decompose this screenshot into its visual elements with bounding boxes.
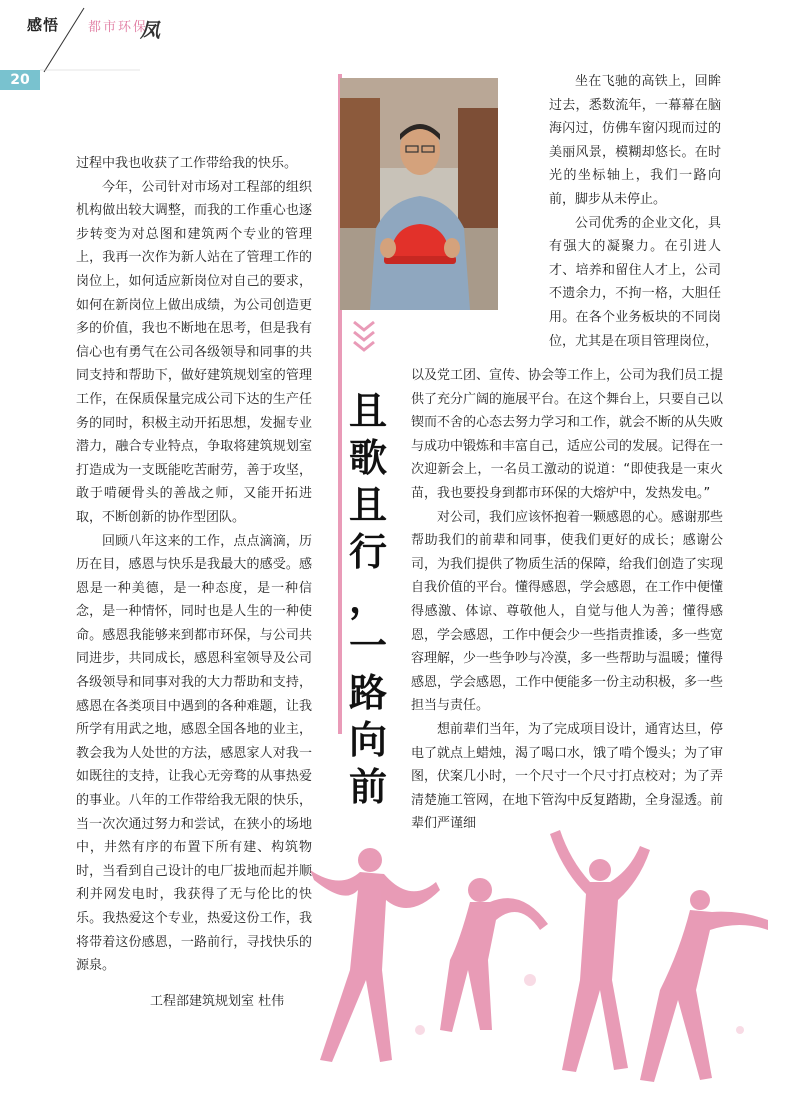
paragraph: 想前辈们当年，为了完成项目设计，通宵达旦，停电了就点上蜡烛，渴了喝口水，饿了啃个馒头；为了审图，伏案几小时，一个尺寸一个尺寸打点校对；为了弄清楚施工管网，在地下管沟中反复踏勘，全身湿透。前辈们严谨细 — [411, 721, 724, 832]
title-char: 前 — [348, 765, 387, 809]
title-char: 一 — [348, 624, 387, 668]
magazine-logo-script: 凤 — [140, 18, 160, 42]
paragraph: 以及党工团、宣传、协会等工作上，公司为我们员工提供了充分广阔的施展平台。在这个舞台上，只要自己以锲而不舍的心态去努力学习和工作，就会不断的从失败与成功中锻炼和丰富自己，适应公司的发展。记得在一次迎新会上，一名员工激动的说道：“即使我是一束火苗，我也要投身到都市环保的大熔炉中，发热发电。” — [411, 368, 724, 501]
paragraph: 今年，公司针对市场对工程部的组织机构做出较大调整，而我的工作重心也逐步转变为对总图和建筑两个专业的管理上，我再一次作为新人站在了管理工作的岗位上，如何适应新岗位对自己的要求，如何在新岗位上做出成绩，为公司创造更多的价值，我也不断地在思考，但是我有信心也有勇气在公司各级领导和同事的共同支持和帮助下，做好建筑规划室的管理工作，在保质保量完成公司下达的生产任务的同时，积极主动开拓思想，发掘专业潜力，融合专业特点，争取将建筑规划室打造成为一支既能吃苦耐劳，善于攻坚，敢于啃硬骨头的善战之师，又能开拓进取，不断创新的协作型团队。 — [76, 179, 312, 525]
paragraph: 回顾八年这来的工作，点点滴滴，历历在目，感恩与快乐是我最大的感受。感恩是一种美德，是一种态度，是一种信念，是一种情怀，同时也是人生的一种使命。感恩我能够来到都市环保，与公司共同进步，共同成长，感恩科室领导及公司各级领导和同事对我的大力帮助和支持，感恩在各类项目中遇到的各种难题，让我所学有用武之地，感恩全国各地的业主，教会我为人处世的方法，感恩家人对我一如既往的支持，让我心无旁骛的从事热爱的事业。八年的工作带给我无限的快乐，当一次次通过努力和尝试，在狭小的场地中，井然有序的布置下所有建、构筑物时，当看到自己设计的电厂拔地而起并顺利并网发电时，我获得了无与伦比的快乐。我热爱这个专业，热爱这份工作，我将带着这份感恩，一路前行，寻找快乐的源泉。 — [76, 533, 312, 974]
magazine-name: 都市环保 — [88, 20, 149, 35]
title-char: 行 — [348, 530, 387, 574]
article-title — [348, 388, 388, 811]
paragraph: 坐在飞驰的高铁上，回眸过去，悉数流年，一幕幕在脑海闪过，仿佛车窗闪现而过的美丽风景，模糊却悠长。在时光的坐标轴上，我们一路向前，脚步从未停止。 — [549, 74, 721, 207]
title-char: 向 — [348, 718, 387, 762]
title-char: ， — [348, 577, 387, 621]
page-number: 20 — [0, 70, 40, 90]
section-label: 感悟 — [27, 16, 60, 34]
title-char: 路 — [348, 671, 387, 715]
title-char: 且 — [348, 389, 387, 433]
chevron-down-icon — [352, 318, 376, 352]
right-column-text — [411, 364, 723, 836]
intro-text — [549, 70, 721, 353]
title-char: 歌 — [348, 436, 387, 480]
title-char: 且 — [348, 483, 387, 527]
author-byline: 工程部建筑规划室 杜伟 — [150, 994, 285, 1009]
header-divider — [0, 0, 140, 80]
paragraph: 过程中我也收获了工作带给我的快乐。 — [76, 156, 298, 171]
left-column-text — [76, 152, 312, 978]
paragraph: 对公司，我们应该怀抱着一颗感恩的心。感谢那些帮助我们的前辈和同事，使我们更好的成长；感谢公司，为我们提供了物质生活的保障，给我们创造了实现自我价值的平台。懂得感恩，学会感恩，在工作中便懂得感激、体谅、尊敬他人，自觉与他人为善；懂得感恩，学会感恩，工作中便会少一些指责推诿，多一些宽容理解，少一些争吵与冷漠，多一些帮助与温暖；懂得感恩，学会感恩，工作中便能多一份主动积极，多一些担当与责任。 — [411, 509, 724, 714]
paragraph: 公司优秀的企业文化，具有强大的凝聚力。在引进人才、培养和留住人才上，公司不遗余力，不拘一格，大胆任用。在各个业务板块的不同岗位，尤其是在项目管理岗位， — [549, 215, 721, 349]
dancers-illustration — [300, 830, 770, 1090]
author-photo — [340, 78, 498, 310]
